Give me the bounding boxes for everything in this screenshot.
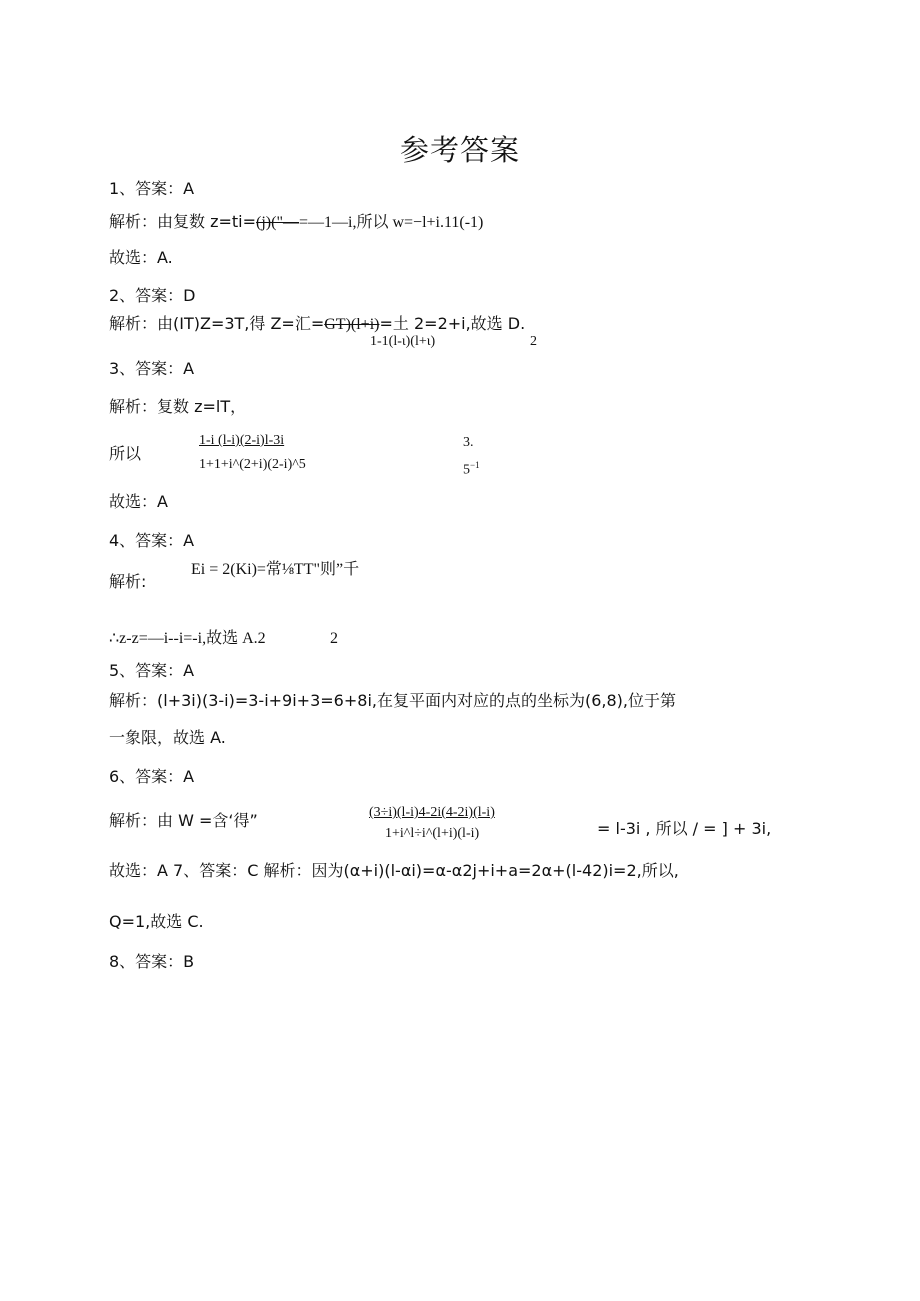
q1-analysis-tail: =—1—i,所以 w=−l+i.11(-1) [299, 214, 484, 231]
q3-right-numerator: 3. [463, 435, 474, 450]
q2-analysis [109, 316, 525, 333]
q4-result-line: ∴z-z=—i--i=-i,故选 A.2 [109, 630, 266, 647]
q6-analysis: 解析：由 W =含‘得” [109, 811, 258, 830]
q4-result-two: 2 [330, 630, 338, 647]
page-title: 参考答案 [399, 133, 520, 167]
q2-analysis-tail: =土 2=2+i,故选 D. [379, 314, 526, 333]
q3-choose: 故选：A [109, 492, 168, 511]
q3-right-sup: −1 [470, 460, 480, 470]
q5-analysis: 解析：(l+3i)(3-i)=3-i+9i+3=6+8i,在复平面内对应的点的坐标为(6,8),位于第 [109, 691, 676, 710]
q6-fraction-numerator: (3÷i)(l-i)4-2i(4-2i)(l-i) [369, 805, 495, 820]
q2-answer: 2、答案：D [109, 286, 196, 305]
q4-answer: 4、答案：A [109, 531, 195, 550]
q6-fraction-denominator: 1+i^l÷i^(l+i)(l-i) [385, 826, 480, 841]
q1-analysis-struck: (j)("— [256, 214, 299, 231]
q4-formula: Ei = 2(Ki)=常⅛TT"则”千 [191, 561, 360, 578]
q1-answer: 1、答案：A [109, 179, 195, 198]
q3-right-den-five: 5 [463, 462, 470, 478]
q2-analysis-text: 解析：由(IT)Z=3T,得 Z=汇= [109, 314, 325, 333]
q3-right-denominator [463, 461, 480, 478]
q1-analysis [109, 214, 483, 231]
q5-answer: 5、答案：A [109, 661, 195, 680]
q2-fraction-denominator: 1-1(l-ι)(l+ι) [370, 334, 436, 349]
q2-analysis-struck: GT)(l+i) [324, 316, 380, 333]
q3-answer: 3、答案：A [109, 359, 195, 378]
q6-result: = l-3i , 所以 / = ] + 3i, [597, 819, 772, 838]
q6-choose-and-q7: 故选：A 7、答案：C 解析：因为(α+i)(l-αi)=α-α2j+i+a=2α+(l-42)i=2,所以, [109, 861, 679, 880]
q4-analysis: 解析: [109, 572, 147, 591]
q8-answer: 8、答案：B [109, 952, 195, 971]
q2-denominator-two: 2 [530, 334, 537, 349]
q3-suoyi: 所以 [109, 444, 142, 463]
q1-choose: 故选：A. [109, 248, 173, 267]
q6-answer: 6、答案：A [109, 767, 195, 786]
q1-analysis-text: 解析：由复数 z=ti= [109, 212, 257, 231]
q5-analysis-continued: 一象限，故选 A. [109, 728, 226, 747]
q3-fraction-numerator: 1-i (l-i)(2-i)l-3i [199, 433, 285, 448]
q7-conclusion: Q=1,故选 C. [109, 912, 204, 931]
q3-analysis: 解析：复数 z=lT， [109, 397, 247, 416]
q3-fraction-denominator: 1+1+i^(2+i)(2-i)^5 [199, 457, 306, 472]
